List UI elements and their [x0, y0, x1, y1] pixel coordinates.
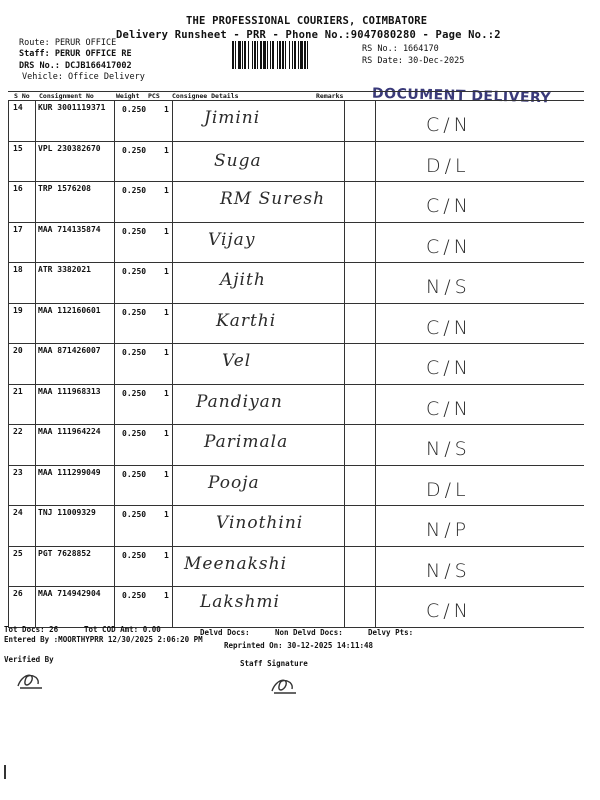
total-docs: Tot Docs: 26 — [4, 625, 59, 634]
row-delivery-status: C/N — [426, 600, 472, 622]
row-weight: 0.250 — [122, 105, 147, 114]
table-row — [8, 424, 584, 465]
barcode-bar — [257, 41, 258, 69]
row-consignment-no: MAA 111299049 — [38, 467, 101, 477]
vehicle-label: Vehicle: Office Delivery — [22, 72, 145, 82]
table-row — [8, 141, 584, 182]
scan-mark — [4, 765, 6, 779]
row-consignee-name: RM Suresh — [220, 189, 326, 209]
col-header-sno: S No — [14, 92, 30, 100]
table-row — [8, 100, 584, 141]
row-consignment-no: MAA 111964224 — [38, 427, 101, 436]
barcode-bar — [298, 41, 299, 69]
barcode-bar — [232, 41, 234, 69]
row-pcs: 1 — [164, 186, 169, 195]
row-consignee-name: Parimala — [204, 432, 289, 452]
row-weight: 0.250 — [122, 186, 147, 195]
table-row — [8, 384, 584, 425]
verified-signature — [14, 670, 48, 692]
entered-by: Entered By :MOORTHYPRR 12/30/2025 2:06:20 PM — [4, 635, 203, 644]
row-sno: 14 — [13, 103, 23, 112]
barcode-bar — [300, 41, 303, 69]
document-delivery-stamp: DOCUMENT DELIVERY — [371, 85, 552, 107]
delivered-docs: Delvd Docs: — [200, 628, 250, 637]
table-row — [8, 181, 584, 222]
barcode-bar — [263, 41, 266, 69]
row-consignee-name: Lakshmi — [200, 592, 280, 612]
table-row — [8, 262, 584, 303]
verified-by-label: Verified By — [4, 655, 54, 664]
row-weight: 0.250 — [122, 388, 147, 398]
table-row — [8, 343, 584, 384]
row-consignee-name: Suga — [214, 150, 262, 171]
row-pcs: 1 — [164, 226, 169, 236]
table-row — [8, 505, 584, 546]
col-header-consignee: Consignee Details — [172, 92, 239, 100]
table-row — [8, 222, 584, 263]
drs-number: DRS No.: DCJB166417002 — [19, 61, 132, 71]
row-consignment-no: MAA 871426007 — [38, 346, 101, 355]
row-consignment-no: KUR 3001119371 — [38, 103, 106, 112]
row-sno: 19 — [13, 305, 23, 315]
row-weight: 0.250 — [122, 591, 147, 600]
row-consignee-name: Vinothini — [216, 513, 304, 533]
row-delivery-status: C/N — [426, 235, 472, 258]
staff-signature-label: Staff Signature — [240, 659, 308, 668]
row-pcs: 1 — [164, 145, 169, 155]
row-weight: 0.250 — [122, 226, 147, 236]
row-consignment-no: MAA 714135874 — [38, 224, 101, 234]
row-weight: 0.250 — [122, 469, 147, 479]
row-pcs: 1 — [164, 591, 169, 600]
row-pcs: 1 — [164, 307, 169, 317]
row-weight: 0.250 — [122, 267, 147, 276]
row-sno: 25 — [13, 548, 23, 558]
row-delivery-status: C/N — [426, 397, 472, 420]
total-cod-amount: Tot COD Amt: 0.00 — [84, 625, 161, 634]
row-consignment-no: MAA 112160601 — [38, 305, 101, 315]
barcode-bar — [235, 41, 236, 69]
row-sno: 17 — [13, 224, 23, 234]
barcode-bar — [285, 41, 286, 69]
rs-date: RS Date: 30-Dec-2025 — [362, 56, 465, 66]
company-title: THE PROFESSIONAL COURIERS, COIMBATORE — [186, 15, 428, 27]
row-consignee-name: Jimini — [204, 108, 261, 128]
col-header-weight: Weight — [116, 92, 140, 100]
reprinted-on: Reprinted On: 30-12-2025 14:11:48 — [224, 641, 374, 650]
row-delivery-status: N/S — [426, 559, 471, 582]
row-consignment-no: TNJ 11009329 — [38, 508, 96, 517]
row-pcs: 1 — [164, 550, 169, 560]
table-row — [8, 586, 584, 627]
barcode-bar — [242, 41, 243, 69]
row-delivery-status: N/P — [426, 519, 471, 541]
row-pcs: 1 — [164, 348, 169, 357]
runsheet-subtitle: Delivery Runsheet - PRR - Phone No.:9047080280 - Page No.:2 — [116, 29, 501, 41]
table-row — [8, 546, 584, 587]
barcode-bar — [282, 41, 284, 69]
runsheet-table — [8, 92, 584, 622]
row-weight: 0.250 — [122, 348, 147, 357]
row-delivery-status: C/N — [426, 316, 472, 339]
barcode-graphic — [232, 41, 358, 69]
row-pcs: 1 — [164, 388, 169, 398]
barcode-bar — [294, 41, 296, 69]
row-weight: 0.250 — [122, 145, 147, 155]
barcode-bar — [244, 41, 246, 69]
delivery-points: Delvy Pts: — [368, 628, 414, 637]
row-consignee-name: Karthi — [216, 310, 277, 331]
row-weight: 0.250 — [122, 307, 147, 317]
barcode-bar — [277, 41, 278, 69]
barcode-bar — [292, 41, 293, 69]
barcode-bar — [248, 41, 249, 69]
staff-label: Staff: PERUR OFFICE RE — [19, 49, 132, 59]
row-sno: 22 — [13, 427, 23, 436]
col-header-pcs: PCS — [148, 92, 160, 100]
barcode-bar — [272, 41, 274, 69]
barcode-bar — [304, 41, 306, 69]
row-consignment-no: MAA 714942904 — [38, 589, 101, 598]
row-pcs: 1 — [164, 510, 169, 519]
staff-signature — [268, 675, 302, 697]
row-delivery-status: N/S — [426, 276, 471, 298]
row-pcs: 1 — [164, 105, 169, 114]
barcode-bar — [252, 41, 253, 69]
table-row — [8, 465, 584, 506]
row-weight: 0.250 — [122, 429, 147, 438]
row-delivery-status: C/N — [426, 195, 472, 217]
row-consignment-no: TRP 1576208 — [38, 184, 91, 193]
row-sno: 18 — [13, 265, 23, 274]
rs-number: RS No.: 1664170 — [362, 44, 439, 54]
barcode-bar — [279, 41, 281, 69]
row-consignee-name: Vijay — [208, 229, 256, 250]
row-consignment-no: ATR 3382021 — [38, 265, 91, 274]
barcode-bar — [270, 41, 271, 69]
row-sno: 16 — [13, 184, 23, 193]
row-sno: 15 — [13, 143, 23, 153]
row-weight: 0.250 — [122, 510, 147, 519]
barcode-bar — [289, 41, 290, 69]
row-delivery-status: D/L — [426, 154, 470, 177]
row-consignee-name: Ajith — [220, 270, 266, 290]
row-consignee-name: Pooja — [208, 472, 260, 493]
row-consignment-no: VPL 230382670 — [38, 143, 101, 153]
row-pcs: 1 — [164, 469, 169, 479]
row-consignee-name: Vel — [222, 351, 252, 371]
row-sno: 23 — [13, 467, 23, 477]
barcode-bar — [267, 41, 268, 69]
table-row — [8, 303, 584, 344]
row-sno: 26 — [13, 589, 23, 598]
route-label: Route: PERUR OFFICE — [19, 38, 117, 48]
row-sno: 21 — [13, 386, 23, 396]
row-consignment-no: PGT 7628852 — [38, 548, 91, 558]
row-delivery-status: C/N — [426, 357, 472, 379]
row-pcs: 1 — [164, 429, 169, 438]
non-delivered-docs: Non Delvd Docs: — [275, 628, 343, 637]
row-weight: 0.250 — [122, 550, 147, 560]
row-sno: 24 — [13, 508, 23, 517]
barcode-bar — [238, 41, 241, 69]
row-consignee-name: Meenakshi — [184, 553, 288, 574]
barcode-bar — [307, 41, 308, 69]
col-header-consignment: Consignment No — [39, 92, 94, 100]
row-pcs: 1 — [164, 267, 169, 276]
row-delivery-status: D/L — [426, 478, 470, 501]
table-top-border — [8, 91, 584, 92]
barcode-bar — [254, 41, 256, 69]
row-delivery-status: C/N — [426, 114, 472, 136]
col-header-remarks: Remarks — [316, 92, 344, 100]
row-consignment-no: MAA 111968313 — [38, 386, 101, 396]
row-sno: 20 — [13, 346, 23, 355]
row-delivery-status: N/S — [426, 438, 471, 460]
row-consignee-name: Pandiyan — [196, 391, 283, 412]
barcode-bar — [260, 41, 262, 69]
